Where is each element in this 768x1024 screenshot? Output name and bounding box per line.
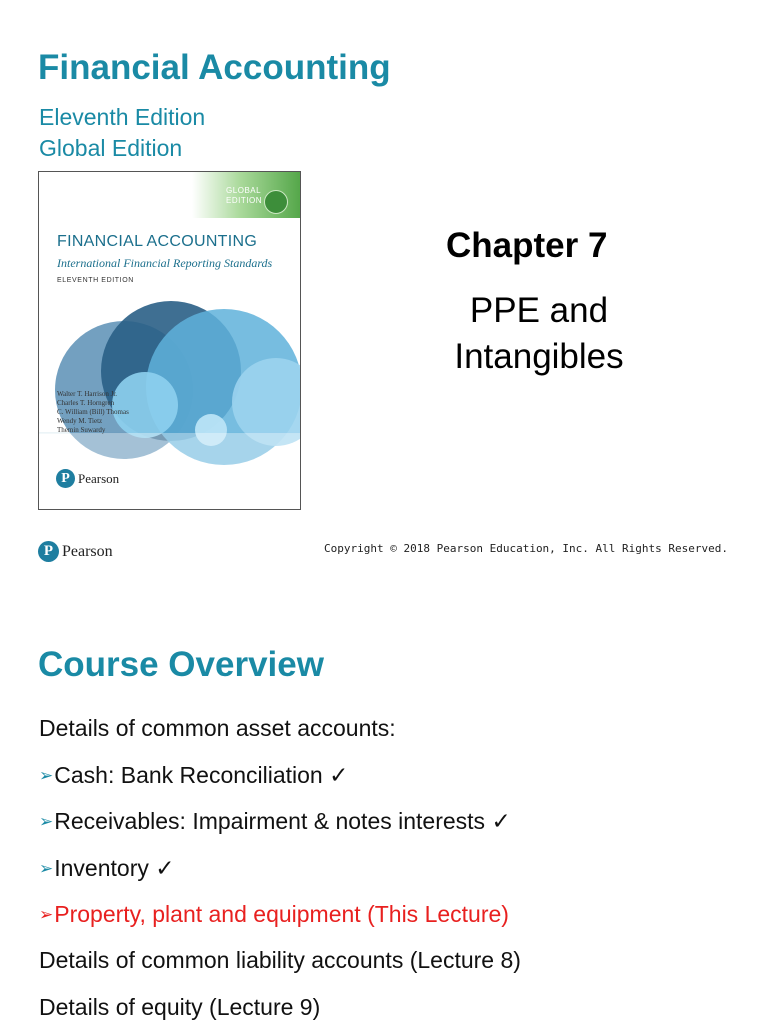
- cover-edition: ELEVENTH EDITION: [57, 277, 134, 284]
- edition-line-2: Global Edition: [39, 135, 183, 161]
- cover-pearson-logo: [56, 469, 119, 488]
- chapter-heading: Chapter 7: [446, 226, 608, 265]
- cover-circles-art: [39, 292, 300, 467]
- footer-logo-text: Pearson: [62, 542, 113, 560]
- bullet-item-text: Receivables: Impairment & notes interests ✓: [54, 808, 511, 834]
- arrow-bullet-icon: ➢: [39, 859, 54, 878]
- bullet-item-text: Cash: Bank Reconciliation ✓: [54, 762, 349, 788]
- pearson-logo-icon: P: [38, 541, 59, 562]
- cover-reflection: [39, 433, 300, 467]
- overview-line: [39, 947, 521, 974]
- cover-subtitle: International Financial Reporting Standards: [57, 256, 273, 270]
- copyright-notice: Copyright © 2018 Pearson Education, Inc. All Rights Reserved.: [324, 542, 728, 555]
- chapter-subtitle-line-2: Intangibles: [454, 337, 624, 376]
- arrow-bullet-icon: ➢: [39, 905, 54, 924]
- cover-banner-line-1: GLOBAL: [226, 186, 262, 195]
- globe-icon: [264, 190, 288, 214]
- bullet-item: [39, 855, 175, 882]
- bullet-item: [39, 762, 348, 789]
- overview-title: Course Overview: [38, 645, 324, 684]
- arrow-bullet-icon: ➢: [39, 812, 54, 831]
- cover-banner-text: [226, 186, 262, 206]
- book-title: Financial Accounting: [38, 48, 391, 87]
- overview-line-text: Details of common liability accounts (Lecture 8): [39, 947, 521, 973]
- cover-author: C. William (Bill) Thomas: [57, 408, 129, 416]
- arrow-bullet-icon: ➢: [39, 766, 54, 785]
- cover-author: Charles T. Horngren: [57, 399, 115, 407]
- cover-author: Themin Suwardy: [57, 426, 106, 434]
- cover-title: FINANCIAL ACCOUNTING: [57, 233, 258, 250]
- cover-author: Walter T. Harrison Jr.: [57, 390, 118, 398]
- cover-banner-line-2: EDITION: [226, 196, 262, 205]
- chapter-subtitle-line-1: PPE and: [469, 291, 609, 330]
- overview-line-text: Details of common asset accounts:: [39, 715, 396, 741]
- book-cover: [38, 171, 301, 510]
- cover-publisher: Pearson: [78, 470, 120, 486]
- overview-line-text: Details of equity (Lecture 9): [39, 994, 321, 1020]
- edition-line-1: Eleventh Edition: [39, 104, 206, 130]
- bullet-item: [39, 808, 511, 835]
- bullet-item-text: Property, plant and equipment (This Lecture): [54, 901, 509, 927]
- overview-line: [39, 715, 396, 742]
- footer-pearson-logo: [38, 541, 113, 562]
- overview-line: [39, 994, 320, 1021]
- cover-authors: [57, 390, 129, 435]
- bullet-item-current-lecture: [39, 901, 509, 928]
- cover-author: Wendy M. Tietz: [57, 417, 103, 425]
- bullet-item-text: Inventory ✓: [54, 855, 175, 881]
- course-overview-slide: [0, 595, 768, 1024]
- pearson-logo-icon: P: [56, 469, 75, 488]
